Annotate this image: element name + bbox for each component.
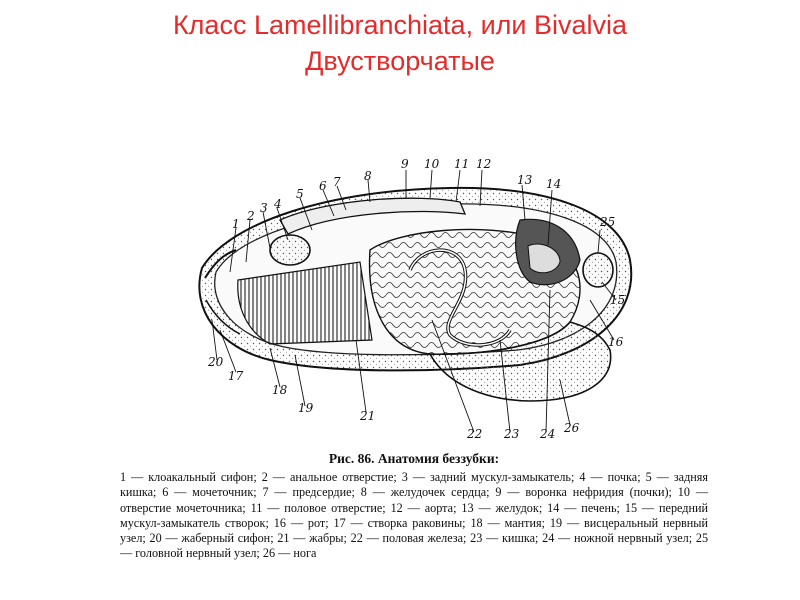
legend-entry: 18 — мантия; bbox=[470, 515, 545, 530]
legend-entry: 25 — головной нервный узел; bbox=[120, 531, 709, 561]
figure-caption bbox=[120, 451, 708, 562]
anatomy-illustration bbox=[120, 150, 720, 450]
callout-number: 19 bbox=[298, 401, 314, 415]
callout-number: 11 bbox=[454, 157, 470, 171]
mussel-anatomy-drawing bbox=[120, 150, 720, 450]
callout-number: 3 bbox=[260, 201, 268, 215]
legend-entry: 7 — предсердие; bbox=[262, 485, 355, 500]
callout-number: 1 bbox=[232, 217, 240, 231]
callout-number: 7 bbox=[333, 175, 341, 189]
legend-entry: 10 — отверстие мочеточника; bbox=[120, 485, 709, 515]
callout-number: 22 bbox=[467, 427, 483, 441]
legend-entry: 3 — задний мускул-замыкатель; bbox=[401, 470, 575, 484]
callout-number: 17 bbox=[228, 369, 244, 383]
callout-number: 15 bbox=[610, 293, 626, 307]
callout-number: 4 bbox=[274, 197, 282, 211]
callout-number: 8 bbox=[364, 169, 372, 183]
legend-entry: 20 — жаберный сифон; bbox=[149, 531, 274, 546]
callout-number: 2 bbox=[247, 209, 255, 223]
callout-number: 23 bbox=[504, 427, 520, 441]
legend-entry: 6 — мочеточник; bbox=[162, 485, 257, 500]
callout-number: 20 bbox=[208, 355, 224, 369]
legend-entry: 1 — клоакальный сифон; bbox=[120, 470, 257, 484]
anterior-adductor bbox=[583, 253, 613, 287]
callout-number: 9 bbox=[401, 157, 409, 171]
caption-title: Рис. 86. Анатомия беззубки: bbox=[328, 451, 500, 466]
legend-entry: 21 — жабры; bbox=[277, 531, 347, 546]
callout-number: 13 bbox=[517, 173, 533, 187]
callout-number: 12 bbox=[476, 157, 492, 171]
callout-number: 25 bbox=[600, 215, 616, 229]
callout-number: 16 bbox=[608, 335, 624, 349]
legend-entry: 9 — воронка нефридия (почки); bbox=[495, 485, 672, 500]
slide-subtitle: Двустворчатые bbox=[305, 46, 495, 76]
slide-title: Класс Lamellibranchiata, или Bivalvia bbox=[172, 10, 628, 40]
callout-number: 21 bbox=[360, 409, 376, 423]
legend-entry: 19 — висцеральный нервный узел; bbox=[120, 515, 709, 546]
legend-entry: 23 — кишка; bbox=[470, 531, 539, 546]
callout-number: 5 bbox=[296, 187, 304, 201]
legend-entry: 4 — почка; bbox=[579, 470, 641, 484]
legend-entry: 17 — створка раковины; bbox=[333, 515, 466, 530]
callout-number: 14 bbox=[546, 177, 562, 191]
legend-entry: 14 — печень; bbox=[547, 500, 620, 515]
posterior-adductor bbox=[270, 235, 310, 265]
legend-entry: 2 — анальное отверстие; bbox=[261, 470, 397, 484]
legend-entry: 8 — желудочек сердца; bbox=[360, 485, 490, 500]
legend-entry: 13 — желудок; bbox=[461, 500, 543, 515]
legend-entry: 12 — аорта; bbox=[390, 500, 457, 515]
legend-entry: 22 — половая железа; bbox=[350, 531, 467, 546]
legend-entry: 16 — рот; bbox=[273, 515, 329, 530]
callout-number: 10 bbox=[424, 157, 440, 171]
legend-entry: 24 — ножной нервный узел; bbox=[542, 531, 693, 546]
callout-number: 24 bbox=[540, 427, 556, 441]
callout-number: 18 bbox=[272, 383, 288, 397]
callout-number: 26 bbox=[564, 421, 580, 435]
legend-entry: 11 — половое отверстие; bbox=[250, 500, 386, 515]
legend-entry: 15 — передний мускул-замыкатель створок; bbox=[120, 500, 709, 530]
callout-number: 6 bbox=[319, 179, 327, 193]
legend-entry: 5 — задняя кишка; bbox=[120, 470, 709, 500]
caption-legend bbox=[120, 470, 708, 562]
legend-entry: 26 — нога bbox=[262, 546, 317, 561]
